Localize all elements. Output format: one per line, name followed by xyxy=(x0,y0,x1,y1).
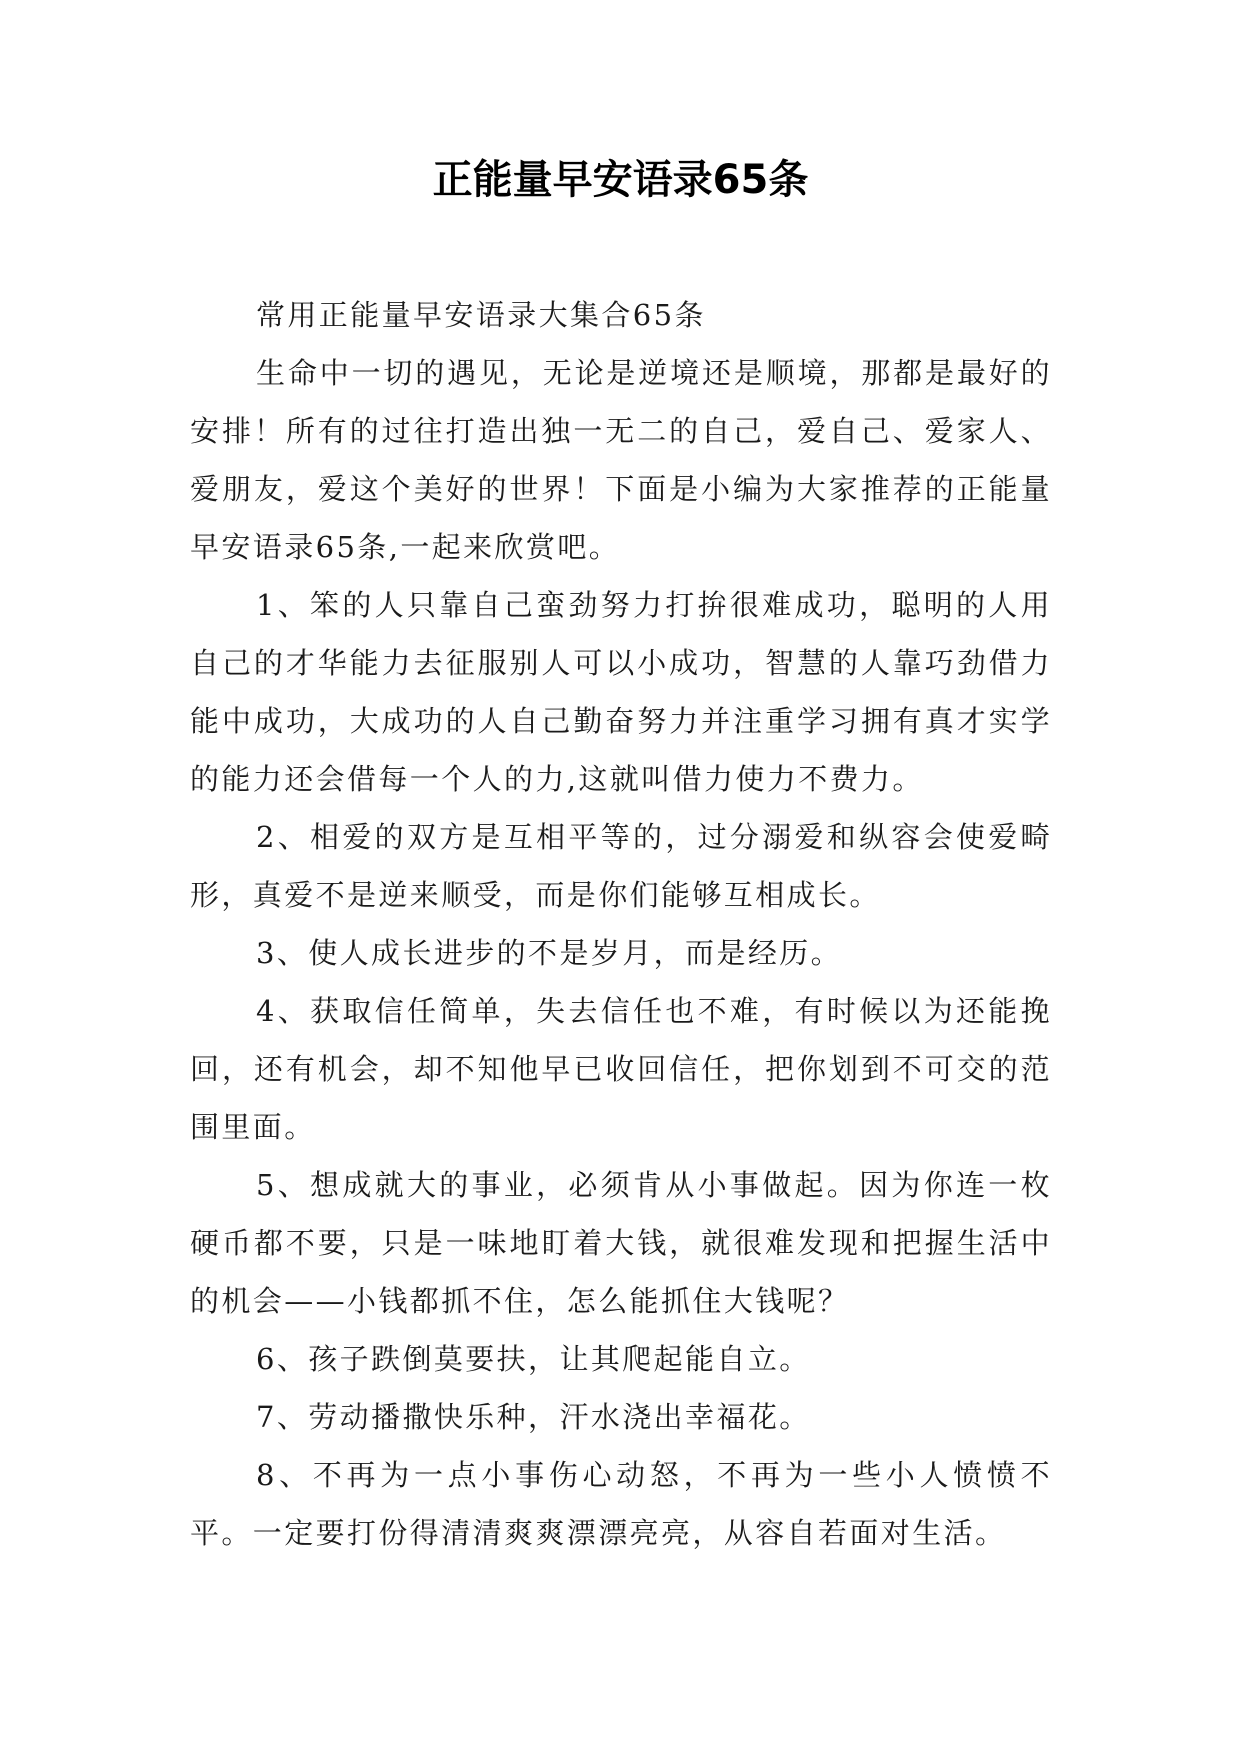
quote-paragraph-4: 4、获取信任简单，失去信任也不难，有时候以为还能挽回，还有机会，却不知他早已收回信任，把你划到不可交的范围里面。 xyxy=(190,994,1052,1144)
quote-paragraph-6: 6、孩子跌倒莫要扶，让其爬起能自立。 xyxy=(256,1342,811,1376)
quote-paragraph-7: 7、劳动播撒快乐种，汗水浇出幸福花。 xyxy=(256,1400,811,1434)
quote-paragraph-5: 5、想成就大的事业，必须肯从小事做起。因为你连一枚硬币都不要，只是一味地盯着大钱，就很难发现和把握生活中的机会——小钱都抓不住，怎么能抓住大钱呢？ xyxy=(190,1168,1052,1318)
document-body xyxy=(190,286,1052,1562)
intro-paragraph: 生命中一切的遇见，无论是逆境还是顺境，那都是最好的安排！所有的过往打造出独一无二的自己，爱自己、爱家人、爱朋友，爱这个美好的世界！下面是小编为大家推荐的正能量早安语录65条,一起来欣赏吧。 xyxy=(190,356,1052,564)
quote-paragraph-1: 1、笨的人只靠自己蛮劲努力打拚很难成功，聪明的人用自己的才华能力去征服别人可以小成功，智慧的人靠巧劲借力能中成功，大成功的人自己勤奋努力并注重学习拥有真才实学的能力还会借每一个人的力,这就叫借力使力不费力。 xyxy=(190,588,1052,796)
quote-paragraph-8: 8、不再为一点小事伤心动怒，不再为一些小人愤愤不平。一定要打份得清清爽爽漂漂亮亮，从容自若面对生活。 xyxy=(190,1458,1052,1550)
quote-paragraph-3: 3、使人成长进步的不是岁月，而是经历。 xyxy=(256,936,843,970)
quote-paragraph-2: 2、相爱的双方是互相平等的，过分溺爱和纵容会使爱畸形，真爱不是逆来顺受，而是你们能够互相成长。 xyxy=(190,820,1052,912)
subtitle-paragraph: 常用正能量早安语录大集合65条 xyxy=(256,298,706,332)
document-title: 正能量早安语录65条 xyxy=(432,157,809,203)
